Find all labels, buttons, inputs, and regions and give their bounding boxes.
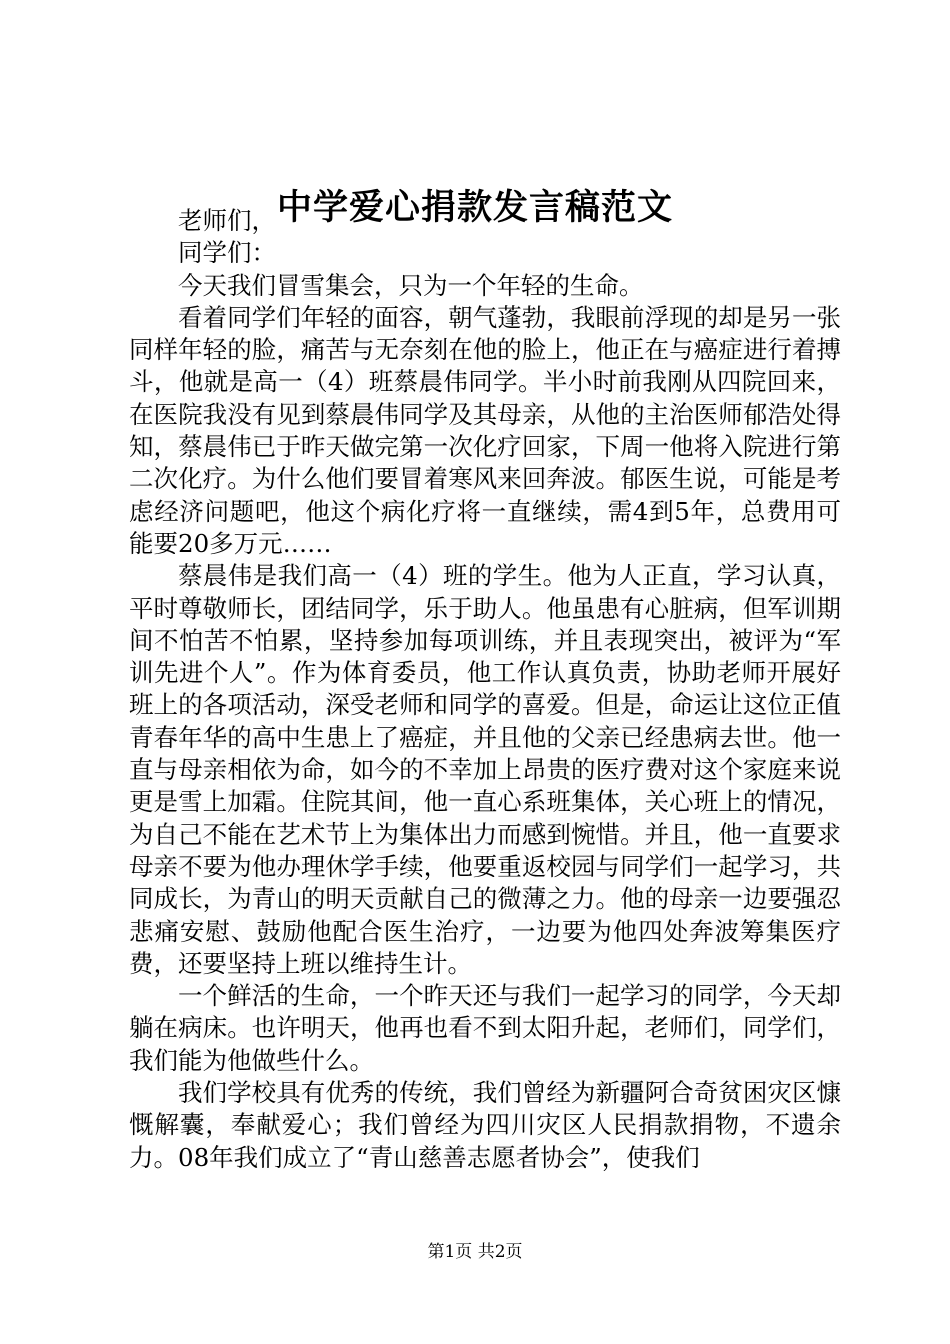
paragraph-school-tradition: 我们学校具有优秀的传统，我们曾经为新疆阿合奇贫困灾区慷慨解囊，奉献爱心；我们曾经为四川灾区人民捐款捐物，不遗余力。08年我们成立了“青山慈善志愿者协会”，使我们 bbox=[129, 1078, 841, 1172]
greeting-teachers: 老师们， bbox=[178, 206, 276, 235]
paragraph-opening: 今天我们冒雪集会，只为一个年轻的生命。 bbox=[178, 270, 644, 300]
page-number-footer: 第1页 共2页 bbox=[427, 1242, 523, 1262]
document-body bbox=[129, 205, 841, 1174]
document-title: 中学爱心捐款发言稿范文 bbox=[276, 187, 673, 228]
paragraph-appeal: 一个鲜活的生命，一个昨天还与我们一起学习的同学，今天却躺在病床。也许明天，他再也看不到太阳升起，老师们，同学们，我们能为他做些什么。 bbox=[129, 981, 841, 1075]
paragraph-illness: 看着同学们年轻的面容，朝气蓬勃，我眼前浮现的却是另一张同样年轻的脸，痛苦与无奈刻在他的脸上，他正在与癌症进行着搏斗，他就是高一（4）班蔡晨伟同学。半小时前我刚从四院回来，在医院我没有见到蔡晨伟同学及其母亲，从他的主治医师郁浩处得知，蔡晨伟已于昨天做完第一次化疗回家，下周一他将入院进行第二次化疗。为什么他们要冒着寒风来回奔波。郁医生说，可能是考虑经济问题吧，他这个病化疗将一直继续，需4到5年，总费用可能要20多万元…… bbox=[129, 302, 841, 558]
paragraph-student-profile: 蔡晨伟是我们高一（4）班的学生。他为人正直，学习认真，平时尊敬师长，团结同学，乐于助人。他虽患有心脏病，但军训期间不怕苦不怕累，坚持参加每项训练，并且表现突出，被评为“军训先进个人”。作为体育委员，他工作认真负责，协助老师开展好班上的各项活动，深受老师和同学的喜爱。但是，命运让这位正值青春年华的高中生患上了癌症，并且他的父亲已经患病去世。他一直与母亲相依为命，如今的不幸加上昂贵的医疗费对这个家庭来说更是雪上加霜。住院其间，他一直心系班集体，关心班上的情况，为自己不能在艺术节上为集体出力而感到惋惜。并且，他一直要求母亲不要为他办理休学手续，他要重返校园与同学们一起学习，共同成长，为青山的明天贡献自己的微薄之力。他的母亲一边要强忍悲痛安慰、鼓励他配合医生治疗，一边要为他四处奔波筹集医疗费，还要坚持上班以维持生计。 bbox=[129, 561, 841, 978]
greeting-students: 同学们： bbox=[178, 238, 276, 268]
